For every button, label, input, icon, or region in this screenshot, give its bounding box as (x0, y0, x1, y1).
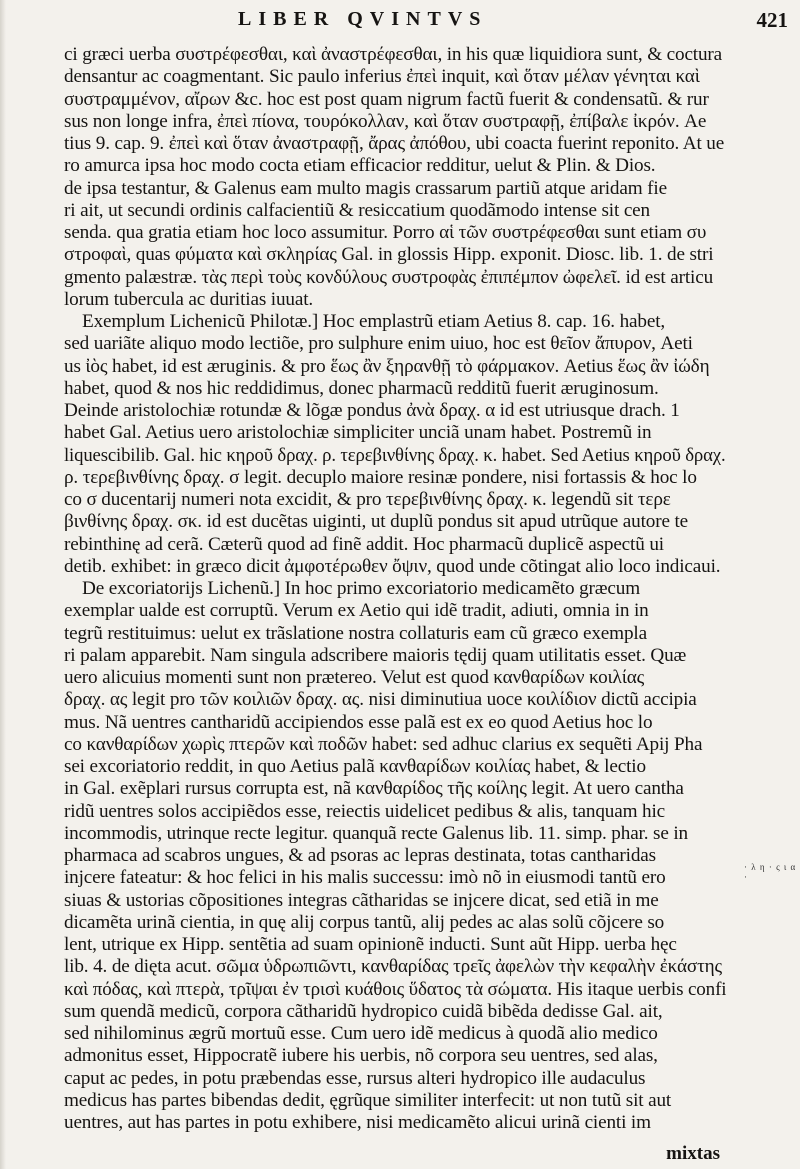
text-line: ridũ uentres solos accipiẽdos esse, reiectis uidelicet pedibus & alis, tanquam hic (64, 800, 665, 822)
text-line: densantur ac coagmentant. Sic paulo inferius ἐπεὶ inquit, καὶ ὅταν μέλαν γένηται καὶ (64, 66, 700, 88)
text-line: δραχ. ας legit pro τῶν κοιλιῶν δραχ. ας. nisi diminutiua uoce κοιλίδιον dictũ accipia (64, 689, 697, 711)
text-line: sed uariãte aliquo modo lectiõe, pro sulphure enim uiuo, hoc est θεῖον ἄπυρον, Aeti (64, 333, 693, 355)
text-line: sus non longe infra, ἐπεὶ πίονα, τουρόκολλαν, καὶ ὅταν συστραφῇ, ἐπίβαλε ἰκρόν. Ae (64, 110, 707, 132)
text-line: tegrũ restituimus: uelut ex trãslatione nostra collaturis eam cũ græco exempla (64, 622, 647, 644)
text-line: ro amurca ipsa hoc modo cocta etiam efficacior redditur, uelut & Plin. & Dios. (64, 155, 656, 177)
text-line: liquescibilib. Gal. hic κηροῦ δραχ. ρ. τερεβινθίνης δραχ. κ. habet. Sed Aetius κηροῦ δραχ. (64, 444, 726, 466)
text-line: detib. exhibet: in græco dicit ἀμφοτέρωθεν ὄψιν, quod unde cõtingat alio loco indicaui. (64, 555, 721, 577)
text-line: habet, quod & nos hic reddidimus, donec pharmacũ redditũ fuerit æruginosum. (64, 377, 659, 399)
text-line: medicus has partes bibendas dedit, ęgrũque similiter interfecit: ut non tutũ sit aut (64, 1089, 672, 1111)
folio-number: 421 (756, 8, 788, 32)
text-line: βινθίνης δραχ. σκ. id est ducẽtas uiginti, ut duplũ pondus sit apud utrũque autore te (64, 511, 689, 533)
text-line: de ipsa testantur, & Galenus eam multo magis crassarum partiũ atque aridam fie (64, 177, 667, 199)
page-edge-shadow (0, 0, 6, 1169)
text-line: injcere fateatur: & hoc felici in his malis successu: imò nõ in eiusmodi tantũ ero (64, 867, 666, 889)
text-line: sed nihilominus ægrũ mortuũ esse. Cum uero idẽ medicus à quodã alio medico (64, 1023, 658, 1044)
text-line: ρ. τερεβινθίνης δραχ. σ legit. decuplo maiore resinæ pondere, nisi fortassis & hoc lo (64, 466, 697, 488)
text-line: gmento palæstræ. τὰς περὶ τοὺς κονδύλους συστροφὰς ἐπιπέμπον ὠφελεῖ. id est articu (64, 266, 714, 288)
text-line: lorum tubercula ac duritias iuuat. (64, 288, 314, 310)
text-line: rebinthinę ad cerã. Cæterũ quod ad finẽ addit. Hoc pharmacũ duplicẽ aspectũ ui (64, 533, 664, 555)
text-line: sum quendã medicũ, corpora cãtharidũ hydropico cuidã bibẽda dedisse Gal. ait, (64, 1000, 663, 1022)
running-head (0, 8, 800, 38)
text-line: συστραμμένον, αἴρων &c. hoc est post quam nigrum factũ fuerit & condensatũ. & rur (64, 88, 709, 110)
text-line: tius 9. cap. 9. ἐπεὶ καὶ ὅταν ἀναστραφῇ, ἄρας ἀπόθου, ubi coacta fuerint reponito. At ue (64, 133, 725, 154)
text-line: senda. qua gratia etiam hoc loco assumitur. Porro αἱ τῶν συστρέφεσθαι sunt etiam συ (64, 222, 707, 243)
text-line: ci græci uerba συστρέφεσθαι, καὶ ἀναστρέφεσθαι, in his quæ liquidiora sunt, & coctura (64, 44, 723, 65)
text-line: De excoriatorijs Lichenũ.] In hoc primo excoriatorio medicamẽto græcum (82, 578, 640, 599)
text-line: sei excoriatorio reddit, in quo Aetius palã κανθαρίδων κοιλίας habet, & lectio (64, 756, 646, 777)
catchword: mixtas (666, 1143, 720, 1164)
text-line: στροφαὶ, quas φύματα καὶ σκληρίας Gal. in glossis Hipp. exponit. Diosc. lib. 1. de stri (64, 244, 714, 266)
text-line: lib. 4. de dięta acut. σῶμα ὑδρωπιῶντι, κανθαρίδας τρεῖς ἀφελὼν τὴν κεφαλὴν ἐκάστης (64, 956, 722, 978)
text-line: καὶ πόδας, καὶ πτερὰ, τρῖψαι ἐν τρισὶ κυάθοις ὕδατος τὰ σώματα. His itaque uerbis confi (64, 978, 726, 1000)
text-line: in Gal. exẽplari rursus corrupta est, nã κανθαρίδος τῆς κοίλης legit. At uero cantha (64, 778, 684, 800)
text-line: pharmaca ad scabros ungues, & ad psoras ac lepras destinata, totas cantharidas (64, 845, 656, 866)
text-line: ri palam apparebit. Nam singula adscribere maioris tędij quam utilitatis esset. Quæ (64, 644, 687, 666)
text-line: co κανθαρίδων χωρὶς πτερῶν καὶ ποδῶν habet: sed adhuc clarius ex sequẽti Apij Pha (64, 733, 703, 755)
text-line: uero alicuius momenti sunt non prætereo. Velut est quod κανθαρίδων κοιλίας (64, 667, 645, 688)
text-line: habet Gal. Aetius uero aristolochiæ simpliciter unciã unam habet. Postremũ in (64, 422, 652, 444)
running-title: LIBER QVINTVS (238, 8, 488, 30)
text-line: caput ac pedes, in potu præbendas esse, rursus alteri hydropico ille audaculus (64, 1067, 646, 1089)
text-line: lent, utrique ex Hipp. sentẽtia ad suam opinionẽ inducti. Sunt aũt Hipp. uerba hęc (64, 934, 677, 955)
text-line: Exemplum Lichenicũ Philotæ.] Hoc emplastrũ etiam Aetius 8. cap. 16. habet, (82, 311, 666, 332)
text-line: exemplar ualde est corruptũ. Verum ex Aetio qui idẽ tradit, adiuti, omnia in in (64, 600, 649, 622)
text-line: co σ ducentarij numeri nota excidit, & pro τερεβινθίνης δραχ. κ. legendũ sit τερε (64, 489, 671, 510)
text-line: admonitus esset, Hippocratẽ iubere his uerbis, nõ corpora seu uentres, sed alas, (64, 1045, 658, 1067)
text-line: mus. Nã uentres cantharidũ accipiendos esse palã est ex eo quod Aetius hoc lo (64, 711, 653, 733)
text-line: incommodis, utrinque recte legitur. quanquã recte Galenus lib. 11. simp. phar. se in (64, 822, 688, 844)
text-line: dicamẽta urinã cientia, in quę alij corpus tantũ, alij pedes ac alas solũ cõjcere so (64, 911, 665, 933)
text-line: us ἰὸς habet, id est æruginis. & pro ἕως ἂν ξηρανθῇ τὸ φάρμακον. Aetius ἕως ἂν ἰώδη (64, 355, 710, 377)
margin-note: · λ η · ς ι α · (744, 862, 797, 882)
main-text-block (64, 44, 726, 1134)
text-line: Deinde aristolochiæ rotundæ & lõgæ pondus ἀνὰ δραχ. α id est utriusque drach. 1 (64, 400, 680, 421)
text-line: siuas & ustorias cõpositiones integras cãtharidas se injcere dicat, sed etiã in me (64, 889, 659, 911)
text-line: ri ait, ut secundi ordinis calfacientiũ & resiccatium quodãmodo intense sit cen (64, 199, 650, 221)
text-line: uentres, aut has partes in potu exhibere, nisi medicamẽto alicui urinã cienti im (64, 1112, 651, 1133)
